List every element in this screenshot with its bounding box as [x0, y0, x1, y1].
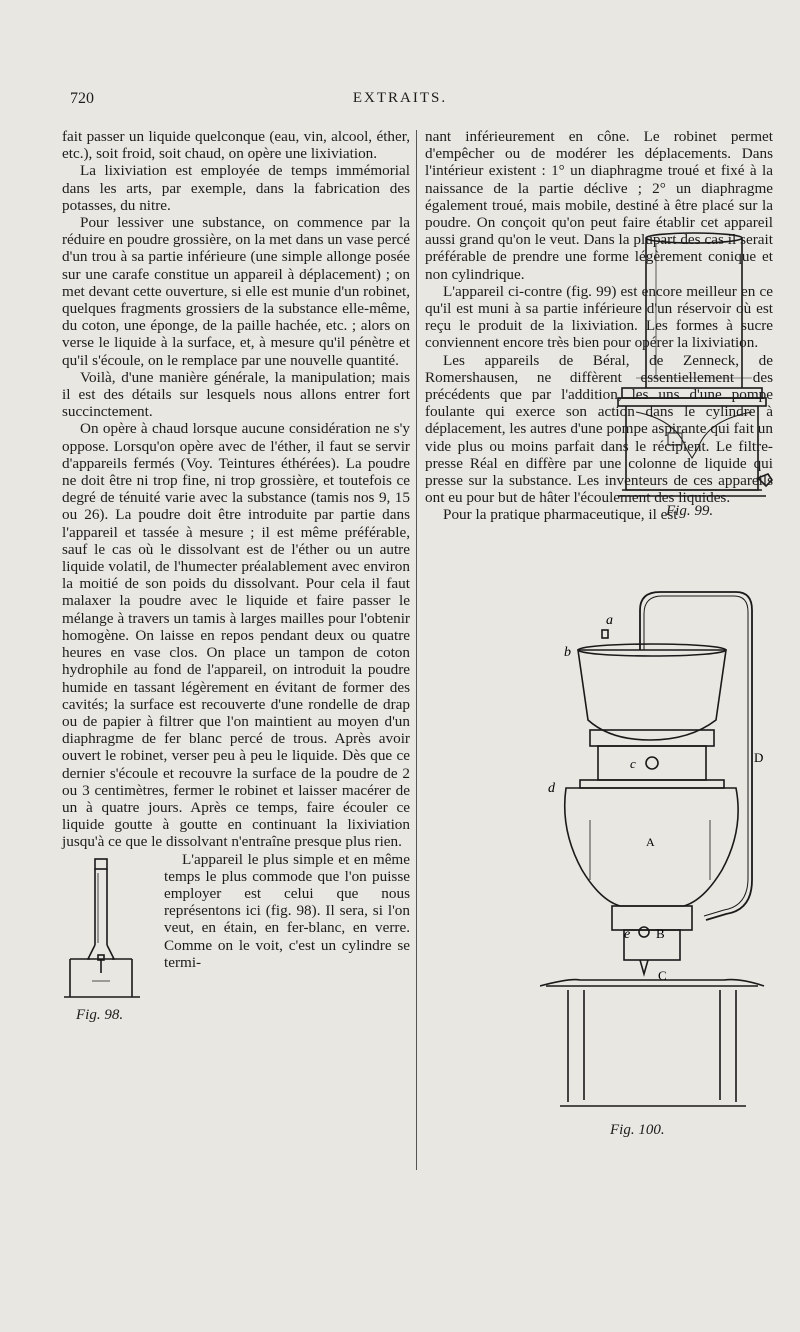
- fig100-label-A: A: [646, 835, 655, 849]
- fig100-label-c: c: [630, 756, 636, 771]
- figure-99-caption: Fig. 99.: [666, 503, 714, 519]
- right-paragraph-2: L'appareil ci-contre (fig. 99) est encore meilleur en ce qu'il est muni à sa partie inférieure d'un réservoir où est reçu le produit de la lixiviation. Les formes à sucre conviennent encore très bien pour opérer la lixiviation.: [425, 282, 773, 352]
- fig100-label-d: d: [548, 781, 555, 796]
- figure-100-illustration: [540, 580, 770, 1115]
- running-head: EXTRAITS.: [352, 90, 448, 106]
- figure-98-illustration: [62, 855, 154, 1005]
- figure-100: [540, 580, 770, 1150]
- fig100-label-b: b: [564, 645, 571, 660]
- left-paragraph-1: fait passer un liquide quelconque (eau, vin, alcool, éther, etc.), soit froid, soit chaud, on opère une lixiviation.: [62, 128, 410, 163]
- left-paragraph-5: On opère à chaud lorsque aucune considération ne s'y oppose. Lorsqu'on opère avec de l'éther, il faut se servir d'appareils fermés (Voy. Teintures éthérées). La poudre ne doit être ni trop fine, ni trop grossière, et toutefois ce degré de ténuité varie avec la substance (tamis nos 9, 15 ou 26). La poudre doit être introduite par partie dans l'appareil et tassée à mesure ; il est même préférable, sauf le cas où le dissolvant est de l'éther ou un autre liquide volatil, de l'humecter préalablement avec environ la moitié de son poids du dissolvant. Pour cela il faut malaxer la poudre avec le liquide et faire passer le mélange à travers un tamis à larges mailles pour l'obtenir homogène. On laisse en repos pendant deux ou quatre heures en vase clos. On place un tampon de coton hydrophile au fond de l'appareil, on introduit la poudre humide en tassant légèrement en évitant de former des cavités; la surface est recouverte d'une rondelle de drap ou de papier à filtrer que l'on maintient au moyen d'un diaphragme de fer blanc percé de trous. Après avoir ouvert le robinet, verser peu à peu le liquide. Dès que ce dernier s'écoule et recouvre la surface de la poudre de 2 ou 3 centimètres, fermer le robinet et laisser macérer de un à quatre jours. Après ce temps, faire écouler ce liquide goutte à goutte en continuant la lixiviation jusqu'à ce que le dissolvant n'entraîne presque plus rien.: [62, 420, 410, 851]
- figure-98-caption: Fig. 98.: [76, 1006, 124, 1023]
- fig100-label-B: B: [656, 926, 665, 941]
- fig100-label-e: e: [624, 927, 631, 942]
- left-paragraph-4: Voilà, d'une manière générale, la manipulation; mais il est des détails sur lesquels nous allons entrer fort succinctement.: [62, 368, 410, 421]
- figure-99: [616, 228, 776, 528]
- left-paragraph-2: La lixiviation est employée de temps immémorial dans les arts, par exemple, dans la fabrication des potasses, du nitre.: [62, 162, 410, 214]
- figure-100-caption: Fig. 100.: [610, 1122, 665, 1138]
- page-header: [0, 90, 800, 116]
- left-column: [62, 128, 410, 1176]
- figure-99-illustration: [616, 228, 776, 508]
- column-rule: [416, 130, 417, 1170]
- fig100-label-D: D: [754, 750, 764, 765]
- page-number: 720: [70, 90, 94, 107]
- figure-98: [62, 855, 154, 1033]
- left-paragraph-6: L'appareil le plus simple et en même temps le plus commode que l'on puisse employer est celui que nous représentons ici (fig. 98). Il sera, si l'on veut, en étain, en fer-blanc, en verre. Comme on le voit, c'est un cylindre se termi-: [164, 850, 410, 971]
- left-paragraph-3: Pour lessiver une substance, on commence par la réduire en poudre grossière, on la met dans un vase percé d'un trou à sa partie inférieure (une simple allonge posée sur une carafe constitue un appareil à déplacement) ; on met devant cette ouverture, si elle est munie d'un robinet, quelques fragments grossiers de la substance elle-même, du coton, une éponge, de la paille hachée, etc. ; alors on verse le liquide à la surface, et, à mesure qu'il pénètre et qu'il s'écoule, on le remplace par une nouvelle quantité.: [62, 214, 410, 369]
- fig100-label-a: a: [606, 613, 613, 628]
- right-paragraph-1: nant inférieurement en cône. Le robinet permet d'empêcher ou de modérer les déplacements. Dans l'intérieur existent : 1° un diaphragme troué et fixé à la naissance de la partie déclive ; 2° un diaphragme également troué, mais mobile, destiné à être placé sur la poudre. On conçoit qu'on peut faire établir cet appareil aussi grand qu'on le veut. Dans la plupart des cas il serait préférable de prendre une forme légèrement conique et non cylindrique.: [425, 128, 773, 283]
- right-paragraph-4: Pour la pratique pharmaceutique, il est: [443, 506, 678, 524]
- right-paragraph-3: Les appareils de Béral, de Zenneck, de Romershausen, ne diffèrent essentiellement des précédents que par l'addition, les uns d'une pompe foulante qui exerce son action dans le cylindre à déplacement, les autres d'une pompe aspirante qui fait un vide plus ou moins parfait dans le récipient. Le filtre-presse Réal en diffère par une colonne de liquide qui presse sur la substance. Les inventeurs de ces appareils ont eu pour but de hâter l'écoulement des liquides.: [425, 351, 773, 507]
- fig100-label-C: C: [658, 968, 667, 983]
